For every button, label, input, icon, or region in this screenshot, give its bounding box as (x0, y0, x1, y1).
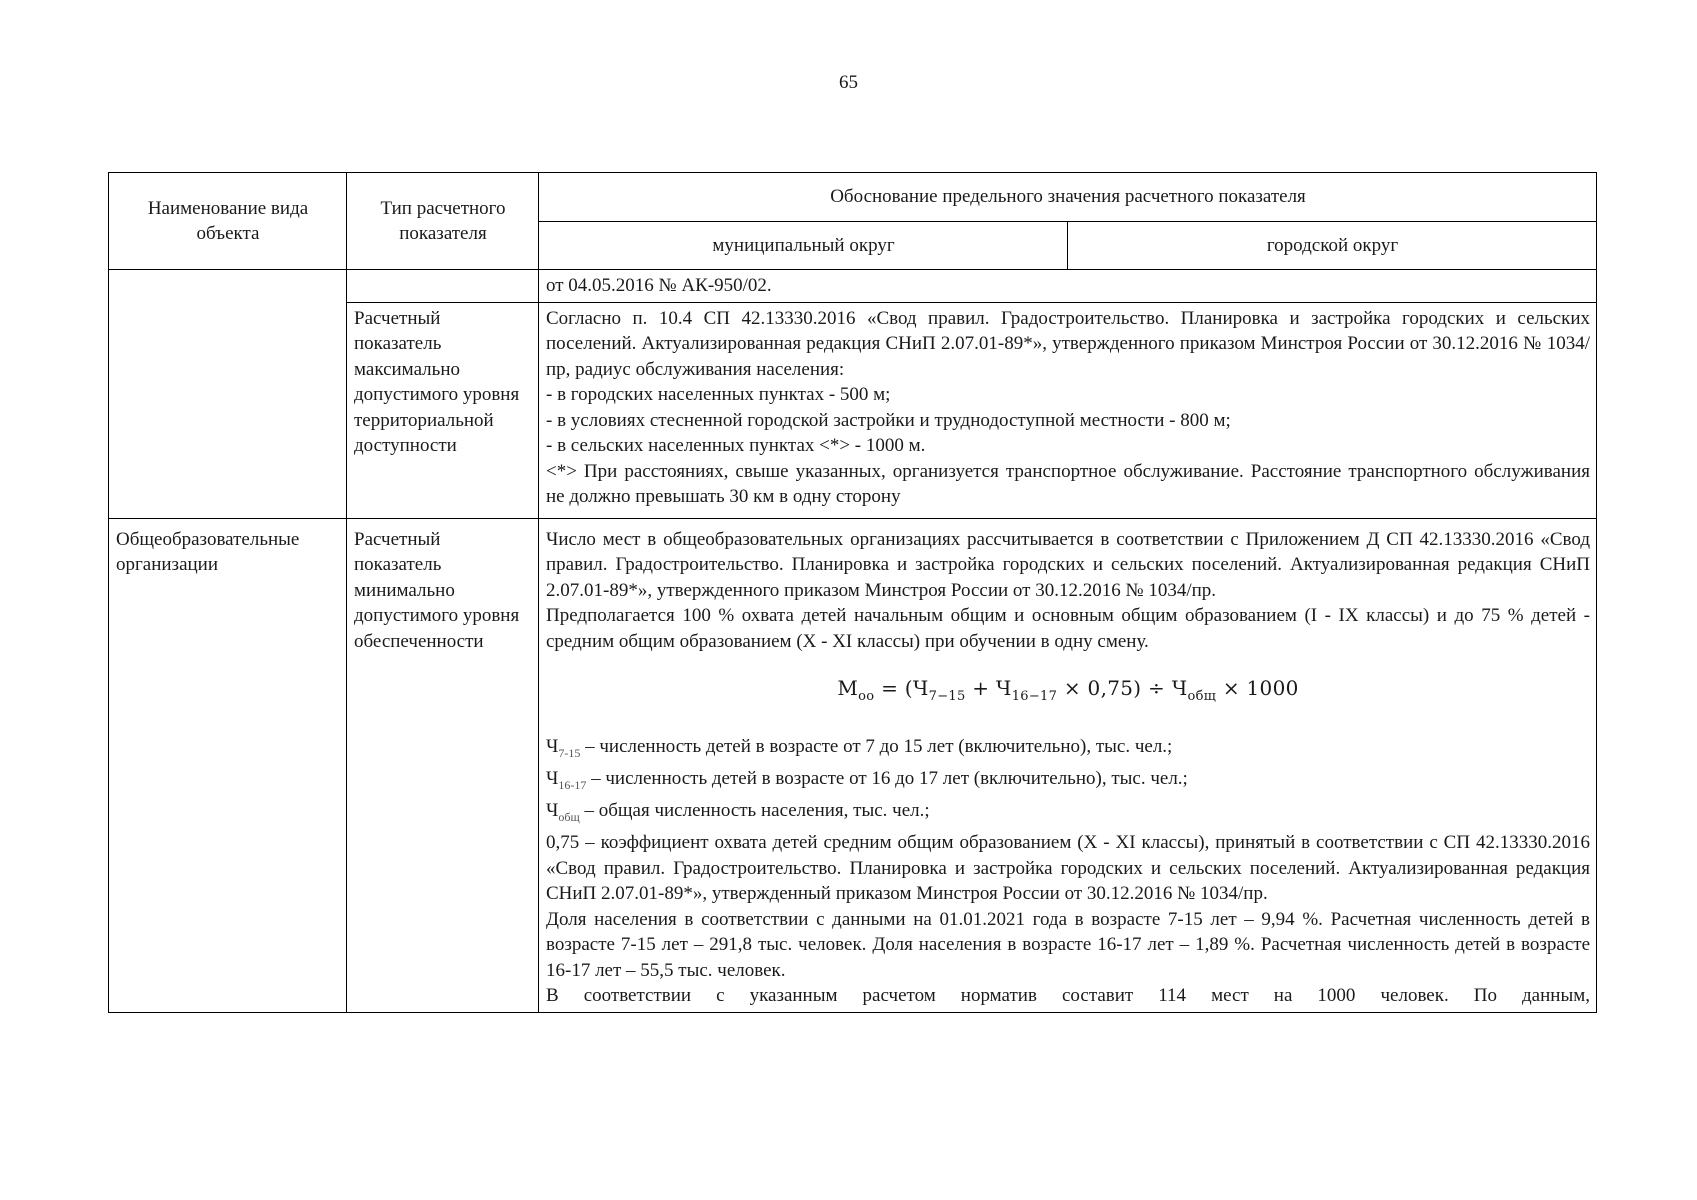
formula: $М_{оо} = (Ч_{7-15} + Ч_{16-17} \times 0,75) \div Ч_{общ} \times 1000$ (837, 676, 1299, 704)
table-row (109, 270, 1597, 303)
footnote: <*> При расстояниях, свыше указанных, организуется транспортное обслуживание. Расстояние транспортного обслуживания не должно превышать 30 км в одну сторону (546, 460, 1590, 507)
variable-definition: $Ч_{общ}$ – общая численность населения, тыс. чел.; (546, 800, 930, 824)
list-item: - в городских населенных пунктах - 500 м; (546, 384, 891, 405)
header-object-name: Наименование вида объекта (109, 173, 347, 270)
standards-table (108, 172, 1597, 1013)
header-indicator-type: Тип расчетного показателя (347, 173, 539, 270)
table-row (109, 518, 1597, 1012)
paragraph: Число мест в общеобразовательных организациях рассчитывается в соответствии с Приложением Д СП 42.13330.2016 «Свод правил. Градостроительство. Планировка и застройка городских и сельских поселений. Актуализированная редакция СНиП 2.07.01-89*», утвержденного приказом Минстроя России от 30.12.2016 № 1034/пр. (546, 528, 1590, 601)
header-city-district: городской округ (1068, 221, 1597, 270)
justification-cell (539, 302, 1597, 518)
paragraph: Согласно п. 10.4 СП 42.13330.2016 «Свод правил. Градостроительство. Планировка и застройка городских и сельских поселений. Актуализированная редакция СНиП 2.07.01-89*», утвержденного приказом Минстроя России от 30.12.2016 № 1034/пр, радиус обслуживания населения: (546, 307, 1590, 380)
paragraph: В соответствии с указанным расчетом норматив составит 114 мест на 1000 человек. По данным, (546, 985, 1590, 1007)
variable-definition: $Ч_{16-17}$ – численность детей в возрасте от 16 до 17 лет (включительно), тыс. чел.; (546, 767, 1188, 792)
justification-cell (539, 270, 1597, 303)
object-name-cell: Общеобразовательные организации (109, 518, 347, 1012)
paragraph: Доля населения в соответствии с данными на 01.01.2021 года в возрасте 7-15 лет – 9,94 %. Расчетная численность детей в возрасте 7-15 лет – 291,8 тыс. человек. Доля населения в возрасте 16-17 лет – 1,89 %. Расчетная численность детей в возрасте 16-17 лет – 55,5 тыс. человек. (546, 908, 1590, 981)
justification-cell (539, 518, 1597, 1012)
indicator-type-cell: Расчетный показатель максимально допустимого уровня территориальной доступности (347, 302, 539, 518)
variable-definition: $Ч_{7-15}$ – численность детей в возрасте от 7 до 15 лет (включительно), тыс. чел.; (546, 735, 1173, 760)
header-municipal-district: муниципальный округ (539, 221, 1068, 270)
continuation-text: от 04.05.2016 № АК-950/02. (546, 275, 772, 296)
header-justification: Обоснование предельного значения расчетного показателя (539, 173, 1597, 222)
list-item: - в условиях стесненной городской застройки и труднодоступной местности - 800 м; (546, 409, 1231, 431)
indicator-type-cell: Расчетный показатель минимально допустимого уровня обеспеченности (347, 518, 539, 1012)
indicator-type-cell (347, 270, 539, 303)
paragraph: 0,75 – коэффициент охвата детей средним общим образованием (X - XI классы), принятый в соответствии с СП 42.13330.2016 «Свод правил. Градостроительство. Планировка и застройка городских и сельских поселений. Актуализированная редакция СНиП 2.07.01-89*», утвержденный приказом Минстроя России от 30.12.2016 № 1034/пр. (546, 832, 1590, 905)
list-item: - в сельских населенных пунктах <*> - 1000 м. (546, 435, 926, 456)
paragraph: Предполагается 100 % охвата детей начальным общим и основным общим образованием (I - IX классы) и до 75 % детей - средним общим образованием (X - XI классы) при обучении в одну смену. (546, 605, 1590, 652)
object-name-cell (109, 270, 347, 519)
page-number: 65 (839, 72, 858, 93)
